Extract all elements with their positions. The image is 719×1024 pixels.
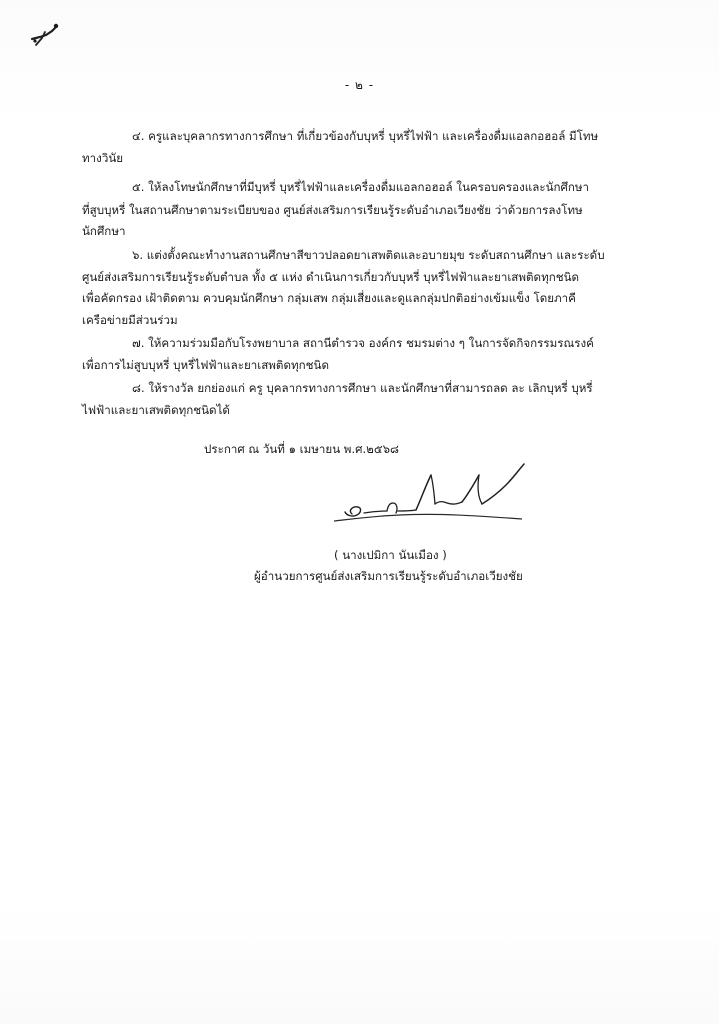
page-number: - ๒ - (344, 78, 375, 92)
paragraph-6-line-2: ศูนย์ส่งเสริมการเรียนรู้ระดับตำบล ทั้ง ๕ แห่ง ดำเนินการเกี่ยวกับบุหรี่ บุหรี่ไฟฟ้าและยาเสพติดทุกชนิด (82, 270, 580, 284)
paragraph-4-line-1: ๔. ครูและบุคลากรทางการศึกษา ที่เกี่ยวข้องกับบุหรี่ บุหรี่ไฟฟ้า และเครื่องดื่มแอลกอฮอล์ มีโทษ (132, 129, 599, 143)
paragraph-8-line-2: ไฟฟ้าและยาเสพติดทุกชนิดได้ (82, 403, 230, 417)
scan-mark (26, 14, 60, 50)
announcement-date: ประกาศ ณ วันที่ ๑ เมษายน พ.ศ.๒๕๖๘ (204, 442, 399, 456)
signature (330, 457, 562, 541)
paragraph-6-line-4: เครือข่ายมีส่วนร่วม (82, 313, 178, 327)
paragraph-8-line-1: ๘. ให้รางวัล ยกย่องแก่ ครู บุคลากรทางการศึกษา และนักศึกษาที่สามารถลด ละ เลิกบุหรี่ บุหรี่ (132, 381, 593, 395)
paragraph-6-line-3: เพื่อคัดกรอง เฝ้าติดตาม ควบคุมนักศึกษา กลุ่มเสพ กลุ่มเสี่ยงและดูแลกลุ่มปกติอย่างเข้มแข็ง โดยภาคี (82, 291, 576, 305)
signer-name: ( นางเปมิกา นันเมือง ) (334, 548, 447, 562)
paragraph-7-line-2: เพื่อการไม่สูบบุหรี่ บุหรี่ไฟฟ้าและยาเสพติดทุกชนิด (82, 358, 329, 372)
paragraph-7-line-1: ๗. ให้ความร่วมมือกับโรงพยาบาล สถานีตำรวจ องค์กร ชมรมต่าง ๆ ในการจัดกิจกรรมรณรงค์ (132, 336, 594, 350)
paragraph-6-line-1: ๖. แต่งตั้งคณะทำงานสถานศึกษาสีขาวปลอดยาเสพติดและอบายมุข ระดับสถานศึกษา และระดับ (132, 248, 605, 262)
paragraph-4-line-2: ทางวินัย (82, 151, 124, 165)
paragraph-5-line-2: ที่สูบบุหรี่ ในสถานศึกษาตามระเบียบของ ศูนย์ส่งเสริมการเรียนรู้ระดับอำเภอเวียงชัย ว่าด้วยการลงโทษ (82, 203, 583, 217)
signer-title: ผู้อำนวยการศูนย์ส่งเสริมการเรียนรู้ระดับอำเภอเวียงชัย (254, 569, 523, 583)
paragraph-5-line-3: นักศึกษา (82, 224, 126, 238)
paragraph-5-line-1: ๕. ให้ลงโทษนักศึกษาที่มีบุหรี่ บุหรี่ไฟฟ้าและเครื่องดื่มแอลกอฮอล์ ในครอบครองและนักศึกษา (132, 180, 590, 194)
